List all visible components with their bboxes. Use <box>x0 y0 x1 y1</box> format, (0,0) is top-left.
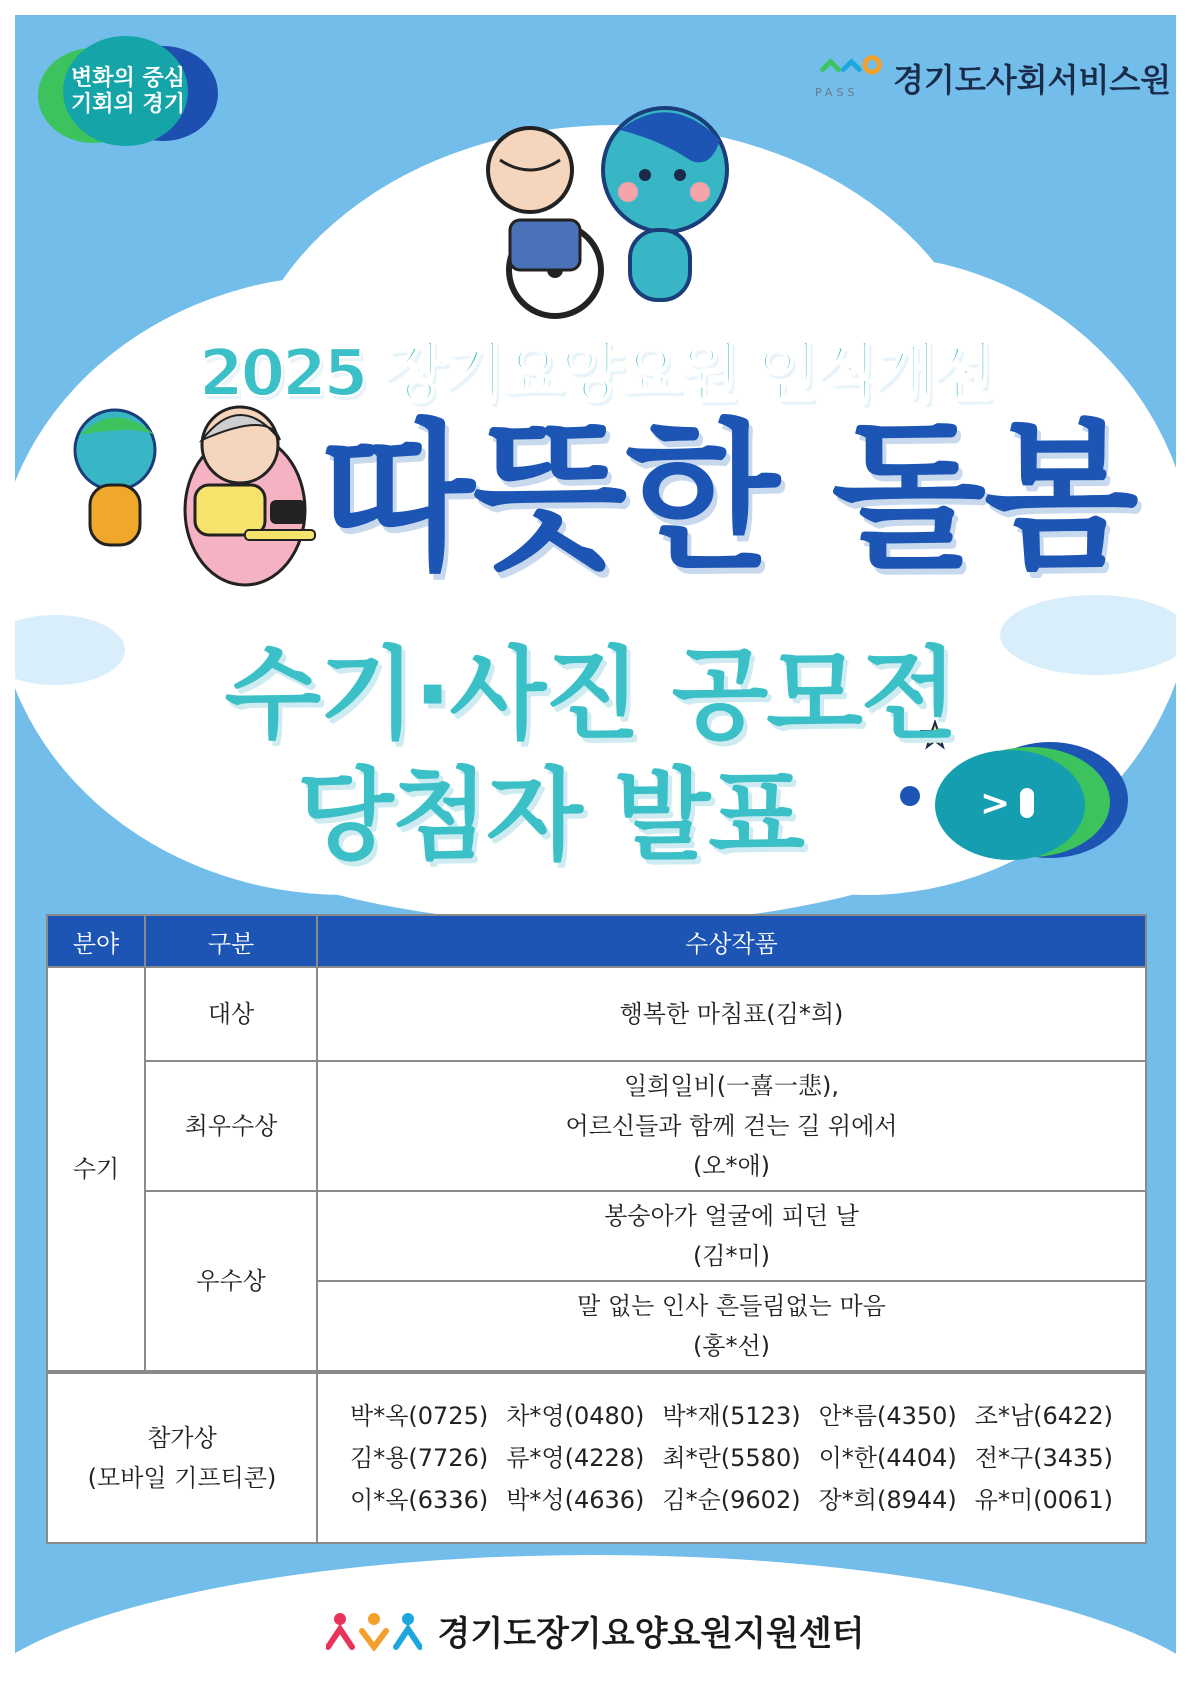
category-grand: 대상 <box>145 967 317 1061</box>
table-row <box>47 1061 1146 1191</box>
slogan-badge <box>38 36 218 146</box>
participant-name: 전*구(3435) <box>974 1444 1113 1472</box>
participant-name: 이*옥(6336) <box>350 1486 489 1514</box>
work-excellence-line2: 어르신들과 함께 걷는 길 위에서 <box>565 1112 898 1140</box>
work-merit-1 <box>317 1191 1146 1281</box>
center-logo-icon <box>326 1611 422 1651</box>
participation-names-cell <box>317 1373 1146 1543</box>
participant-name: 장*희(8944) <box>818 1486 957 1514</box>
table-row <box>47 967 1146 1061</box>
participant-name: 유*미(0061) <box>974 1486 1113 1514</box>
category-merit: 우수상 <box>145 1191 317 1371</box>
work-excellence <box>317 1061 1146 1191</box>
participant-name: 김*순(9602) <box>662 1486 801 1514</box>
table-row <box>47 1191 1146 1281</box>
org-logo-sub: PASS <box>815 86 859 99</box>
participant-name: 안*름(4350) <box>818 1402 957 1430</box>
work-merit-2 <box>317 1281 1146 1371</box>
field-cell: 수기 <box>47 967 145 1371</box>
participation-label: 참가상 <box>147 1424 217 1452</box>
work-merit-1-title: 봉숭아가 얼굴에 피던 날 <box>604 1202 859 1230</box>
svg-text:>: > <box>980 783 1011 824</box>
header-works: 수상작품 <box>317 915 1146 967</box>
small-cloud <box>1000 595 1176 675</box>
participant-name: 조*남(6422) <box>974 1402 1113 1430</box>
work-merit-1-author: (김*미) <box>692 1242 771 1270</box>
work-grand: 행복한 마침표(김*희) <box>317 967 1146 1061</box>
awards-table <box>46 914 1147 1372</box>
participant-name: 차*영(0480) <box>506 1402 645 1430</box>
slogan-line-1: 변화의 중심 <box>71 66 185 91</box>
participant-name: 박*재(5123) <box>662 1402 801 1430</box>
org-name: 경기도사회서비스원 <box>893 61 1172 99</box>
category-excellence: 최우수상 <box>145 1061 317 1191</box>
headline-contest: 수기·사진 공모전 <box>224 636 956 753</box>
footer <box>0 1606 1191 1655</box>
work-merit-2-title: 말 없는 인사 흔들림없는 마음 <box>577 1292 886 1320</box>
table-row <box>47 1373 1146 1543</box>
header-category: 구분 <box>145 915 317 967</box>
participant-name: 박*옥(0725) <box>350 1402 489 1430</box>
headline-announcement: 당첨자 발표 <box>297 757 803 874</box>
slogan-line-2: 기회의 경기 <box>71 92 185 117</box>
slogan-text <box>68 66 188 118</box>
header-field: 분야 <box>47 915 145 967</box>
participant-name: 최*란(5580) <box>662 1444 801 1472</box>
headline-main: 따뜻한 돌봄 <box>320 404 1137 591</box>
center-name: 경기도장기요양요원지원센터 <box>437 1614 865 1654</box>
participant-name: 류*영(4228) <box>506 1444 645 1472</box>
work-merit-2-author: (홍*선) <box>692 1332 771 1360</box>
grandmother-character-illustration <box>70 390 330 590</box>
participant-name: 이*한(4404) <box>818 1444 957 1472</box>
wheelchair-character-illustration <box>460 100 740 320</box>
participant-list <box>319 1395 1144 1521</box>
awards-header-row <box>47 915 1146 967</box>
work-excellence-line3: (오*애) <box>692 1152 771 1180</box>
participant-name: 박*성(4636) <box>506 1486 645 1514</box>
work-excellence-line1: 일희일비(一喜一悲), <box>623 1072 840 1100</box>
headline-year: 2025 장기요양요원 인식개선 <box>199 337 992 411</box>
participation-table <box>46 1372 1147 1544</box>
participant-name: 김*용(7726) <box>350 1444 489 1472</box>
participation-sublabel: (모바일 기프티콘) <box>87 1464 277 1492</box>
participation-label-cell <box>47 1373 317 1543</box>
